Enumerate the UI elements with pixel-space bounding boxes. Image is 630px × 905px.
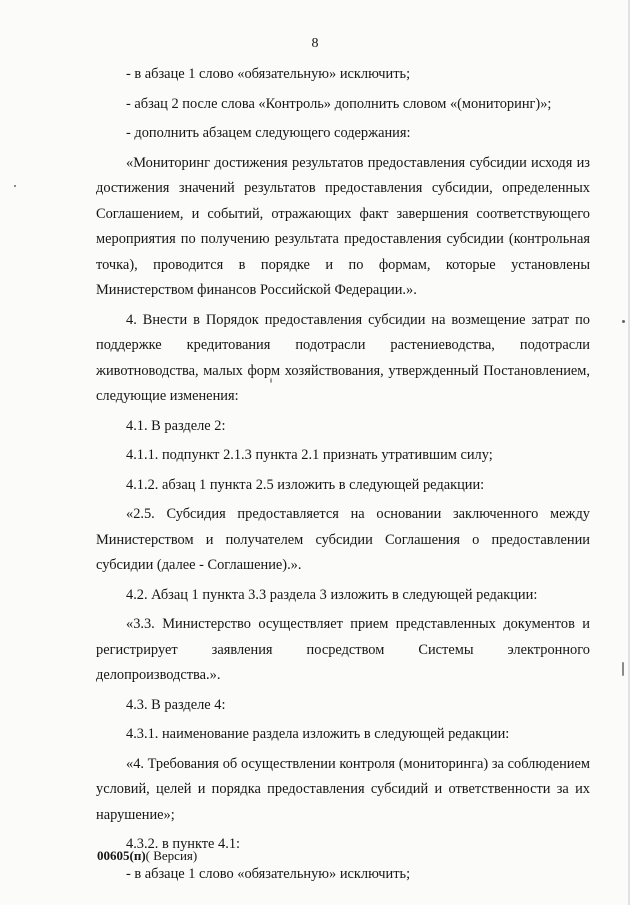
paragraph-2-5-quote: «2.5. Субсидия предоставляется на основании заключенного между Министерством и получателем субсидии Соглашения о предоставлении субсидии (далее - Соглашение).». bbox=[96, 506, 590, 573]
paragraph-4-3: 4.3. В разделе 4: bbox=[126, 696, 226, 713]
scan-speck bbox=[270, 378, 272, 383]
footer-code: 00605(п) bbox=[97, 848, 146, 863]
paragraph-3-3-quote: «3.3. Министерство осуществляет прием представленных документов и регистрирует заявления посредством Системы электронного делопроизводства.». bbox=[96, 616, 590, 683]
footer-version: ( Версия) bbox=[145, 848, 198, 863]
scan-speck bbox=[14, 185, 16, 187]
scan-speck bbox=[622, 320, 625, 323]
paragraph-4-1-2: 4.1.2. абзац 1 пункта 2.5 изложить в следующей редакции: bbox=[126, 476, 485, 493]
paragraph-section-4-title-quote: «4. Требования об осуществлении контроля (мониторинга) за соблюдением условий, целей и порядка предоставления субсидий и ответственности за их нарушение»; bbox=[96, 755, 590, 823]
paragraph-item-4: 4. Внести в Порядок предоставления субсидии на возмещение затрат по поддержке кредитования подотрасли растениеводства, подотрасли животноводства, малых форм хозяйствования, утвержденный Постановлением, следующие изменения: bbox=[96, 311, 590, 404]
paragraph-1: - в абзаце 1 слово «обязательную» исключить; bbox=[126, 66, 411, 82]
paragraph-4-3-2: 4.3.2. в пункте 4.1: bbox=[126, 836, 241, 852]
paragraph-4-2: 4.2. Абзац 1 пункта 3.3 раздела 3 изложить в следующей редакции: bbox=[126, 586, 538, 603]
paragraph-3: - дополнить абзацем следующего содержания: bbox=[126, 125, 411, 141]
paragraph-last: - в абзаце 1 слово «обязательную» исключить; bbox=[126, 865, 411, 882]
paragraph-4-1: 4.1. В разделе 2: bbox=[126, 417, 226, 434]
scan-speck bbox=[622, 662, 624, 676]
paragraph-monitoring-quote: «Мониторинг достижения результатов предоставления субсидии исходя из достижения значений результатов предоставления субсидии, определенных Соглашением, и событий, отражающих факт завершения соответствующего мероприятия по получению результата предоставления субсидии (контрольная точка), проводится в порядке и по формам, которые установлены Министерством финансов Российской Федерации.». bbox=[96, 154, 590, 298]
page-number: 8 bbox=[311, 36, 319, 51]
document-footer bbox=[97, 848, 197, 864]
paragraph-2: - абзац 2 после слова «Контроль» дополнить словом «(мониторинг)»; bbox=[126, 95, 552, 112]
document-body bbox=[96, 62, 590, 891]
paragraph-4-1-1: 4.1.1. подпункт 2.1.3 пункта 2.1 признать утратившим силу; bbox=[126, 447, 493, 463]
paragraph-4-3-1: 4.3.1. наименование раздела изложить в следующей редакции: bbox=[126, 726, 510, 742]
